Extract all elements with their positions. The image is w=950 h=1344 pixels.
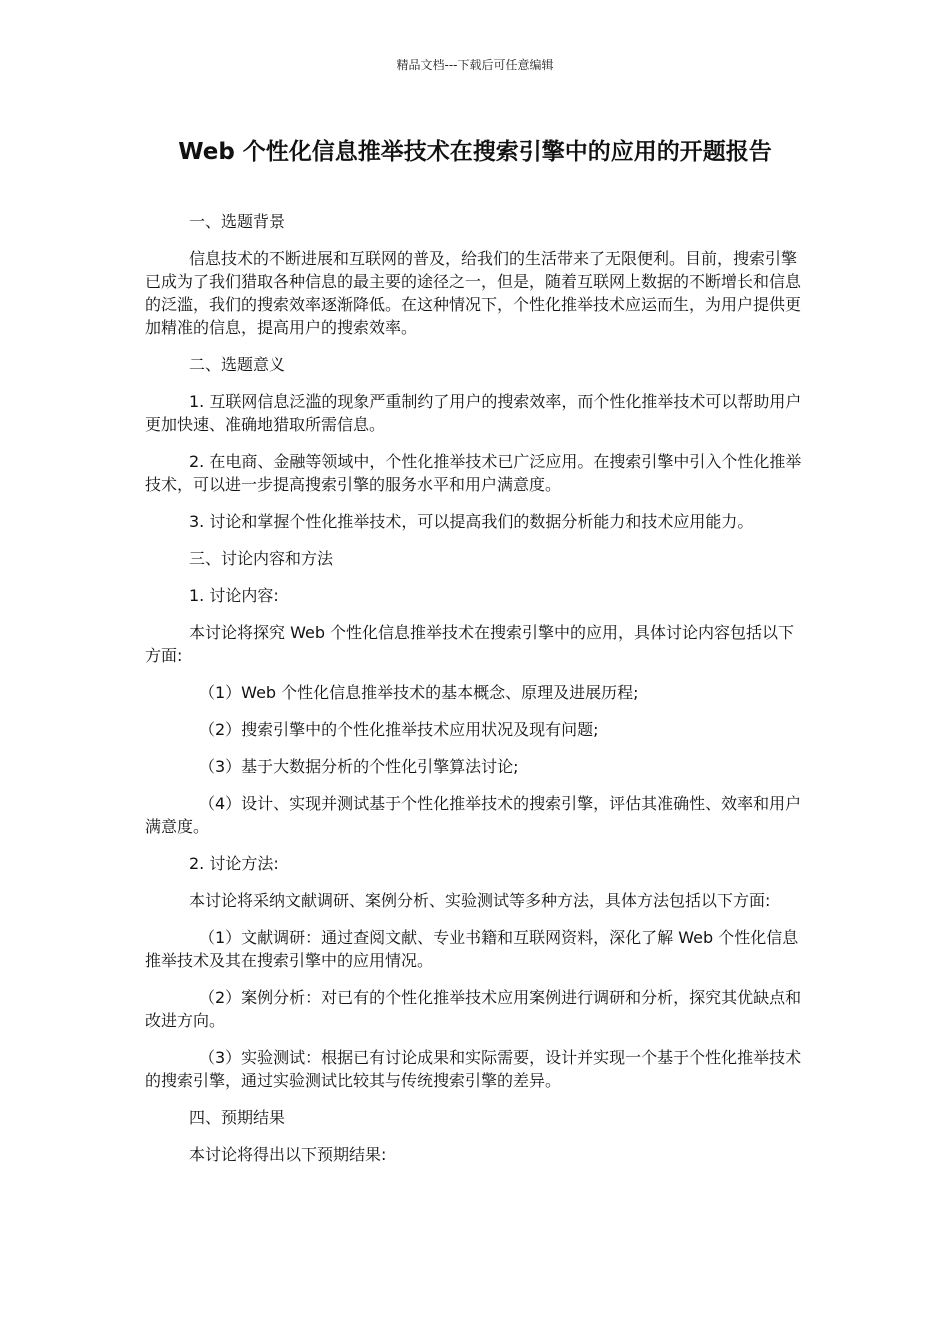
section-heading-significance: 二、选题意义 xyxy=(189,355,286,374)
section-heading-content-methods: 三、讨论内容和方法 xyxy=(189,549,334,568)
paragraph-methods-intro: 本讨论将采纳文献调研、案例分析、实验测试等多种方法，具体方法包括以下方面: xyxy=(189,891,771,910)
subheading-methods: 2. 讨论方法: xyxy=(189,854,279,873)
list-item-content-2: （2）搜索引擎中的个性化推举技术应用状况及现有问题; xyxy=(199,720,599,739)
list-item-method-3: （3）实验测试：根据已有讨论成果和实际需要，设计并实现一个基于个性化推举技术的搜索引擎，通过实验测试比较其与传统搜索引擎的差异。 xyxy=(145,1048,802,1090)
paragraph-expected-results: 本讨论将得出以下预期结果: xyxy=(189,1145,387,1164)
paragraph-background: 信息技术的不断进展和互联网的普及，给我们的生活带来了无限便利。目前，搜索引擎已成为了我们猎取各种信息的最主要的途径之一，但是，随着互联网上数据的不断增长和信息的泛滥，我们的搜索效率逐渐降低。在这种情况下，个性化推举技术应运而生，为用户提供更加精准的信息，提高用户的搜索效率。 xyxy=(145,249,802,337)
list-item-content-4: （4）设计、实现并测试基于个性化推举技术的搜索引擎，评估其准确性、效率和用户满意度。 xyxy=(145,794,802,836)
paragraph-content-intro: 本讨论将探究 Web 个性化信息推举技术在搜索引擎中的应用，具体讨论内容包括以下方面: xyxy=(145,623,795,665)
subheading-content: 1. 讨论内容: xyxy=(189,586,279,605)
header-note: 精品文档---下载后可任意编辑 xyxy=(396,58,554,72)
paragraph-significance-3: 3. 讨论和掌握个性化推举技术，可以提高我们的数据分析能力和技术应用能力。 xyxy=(189,512,754,531)
paragraph-significance-2: 2. 在电商、金融等领域中，个性化推举技术已广泛应用。在搜索引擎中引入个性化推举技术，可以进一步提高搜索引擎的服务水平和用户满意度。 xyxy=(145,452,802,494)
list-item-content-1: （1）Web 个性化信息推举技术的基本概念、原理及进展历程; xyxy=(199,683,639,702)
list-item-method-1: （1）文献调研：通过查阅文献、专业书籍和互联网资料，深化了解 Web 个性化信息推举技术及其在搜索引擎中的应用情况。 xyxy=(145,928,799,970)
paragraph-significance-1: 1. 互联网信息泛滥的现象严重制约了用户的搜索效率，而个性化推举技术可以帮助用户更加快速、准确地猎取所需信息。 xyxy=(145,392,802,434)
list-item-content-3: （3）基于大数据分析的个性化引擎算法讨论; xyxy=(199,757,519,776)
document-body xyxy=(145,210,805,1180)
list-item-method-2: （2）案例分析：对已有的个性化推举技术应用案例进行调研和分析，探究其优缺点和改进方向。 xyxy=(145,988,802,1030)
section-heading-background: 一、选题背景 xyxy=(189,212,286,231)
section-heading-expected-results: 四、预期结果 xyxy=(189,1108,286,1127)
document-title: Web 个性化信息推举技术在搜索引擎中的应用的开题报告 xyxy=(178,139,772,165)
